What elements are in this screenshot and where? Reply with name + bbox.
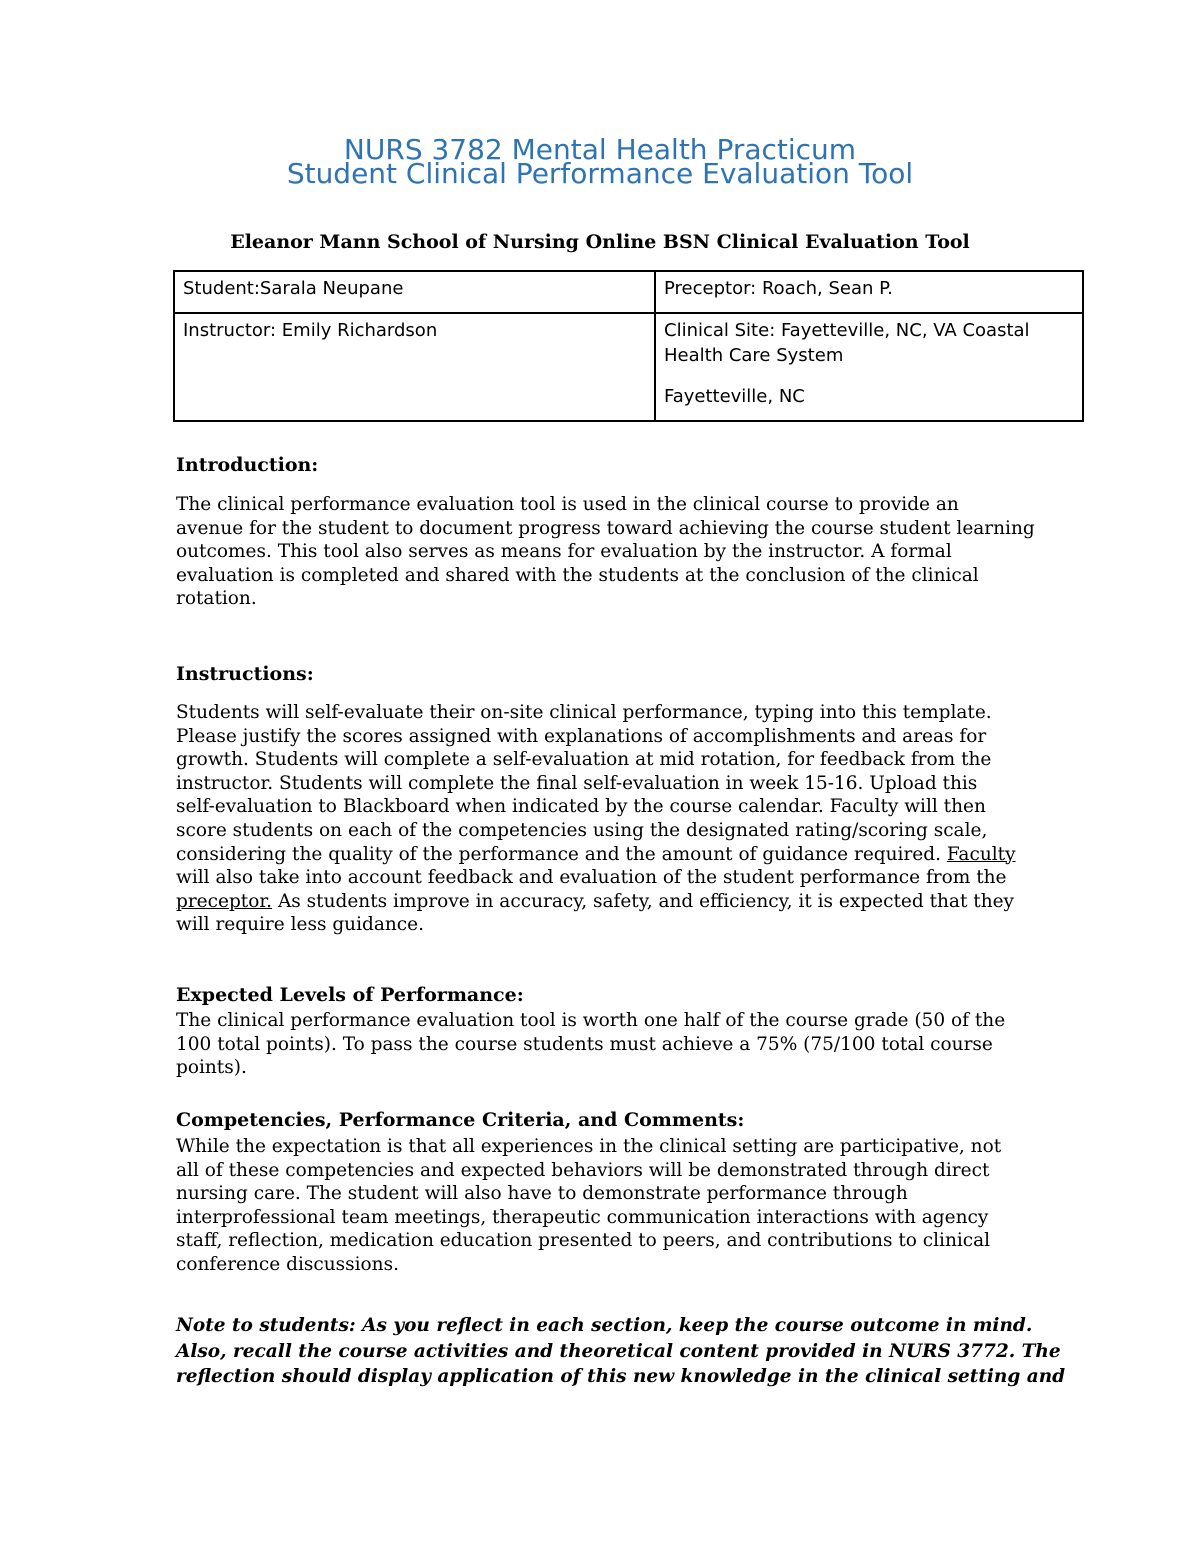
paragraph-line: nursing care. The student will also have to demonstrate performance through [176,1183,908,1205]
instructor-cell: Instructor: Emily Richardson [174,313,655,421]
paragraph-line [176,890,1016,914]
paragraph-line: 100 total points). To pass the course students must achieve a 75% (75/100 total course [176,1033,993,1055]
competencies-paragraph [176,1135,1001,1277]
document-subtitle: Eleanor Mann School of Nursing Online BSN Clinical Evaluation Tool [230,231,970,253]
clinical-site-line-2: Health Care System [664,345,844,366]
document-title-line-2: Student Clinical Performance Evaluation Tool [286,157,914,190]
note-line: reflection should display application of this new knowledge in the clinical setting and [176,1366,1066,1387]
line-text: As students improve in accuracy, safety, and efficiency, it is expected that they [272,890,1015,912]
paragraph-line: avenue for the student to document progress toward achieving the course student learning [176,517,1035,539]
paragraph-line [176,843,1016,867]
paragraph-line: The clinical performance evaluation tool is worth one half of the course grade (50 of the [176,1010,1006,1031]
paragraph-line: The clinical performance evaluation tool is used in the clinical course to provide an [176,494,959,515]
paragraph-line: growth. Students will complete a self-evaluation at mid rotation, for feedback from the [176,749,992,771]
introduction-paragraph [176,493,1035,611]
instructions-heading: Instructions: [176,663,314,685]
note-to-students [176,1313,1065,1390]
paragraph-line: Please justify the scores assigned with explanations of accomplishments and areas for [176,725,987,747]
paragraph-line: all of these competencies and expected behaviors will be demonstrated through direct [176,1159,990,1181]
paragraph-line: Students will self-evaluate their on-site clinical performance, typing into this template. [176,702,992,723]
line-text: considering the quality of the performance and the amount of guidance required. [176,843,947,865]
introduction-heading: Introduction: [176,454,319,476]
paragraph-line: instructor. Students will complete the final self-evaluation in week 15-16. Upload this [176,772,978,794]
document-title-line-1: NURS 3782 Mental Health Practicum [343,133,857,166]
student-cell: Student:Sarala Neupane [174,271,655,313]
paragraph-line: score students on each of the competencies using the designated rating/scoring scale, [176,819,988,841]
note-line: Also, recall the course activities and theoretical content provided in NURS 3772. The [176,1340,1061,1362]
expected-levels-paragraph [176,1009,1005,1080]
student-info-table [173,270,1084,422]
paragraph-line: While the expectation is that all experiences in the clinical setting are participative, not [176,1136,1002,1157]
preceptor-cell: Preceptor: Roach, Sean P. [655,271,1083,313]
preceptor-underlined-text: preceptor. [176,890,273,912]
expected-levels-heading: Expected Levels of Performance: [176,984,524,1006]
clinical-site-cell [655,313,1083,421]
paragraph-line: interprofessional team meetings, therapeutic communication interactions with agency [176,1206,989,1228]
paragraph-line: will also take into account feedback and evaluation of the student performance from the [176,867,1007,889]
clinical-site-line-1: Clinical Site: Fayetteville, NC, VA Coastal [664,320,1030,341]
paragraph-line: outcomes. This tool also serves as means for evaluation by the instructor. A formal [176,541,952,563]
instructions-paragraph [176,701,1016,937]
paragraph-line: will require less guidance. [176,914,424,936]
clinical-site-city: Fayetteville, NC [664,386,805,407]
paragraph-line: self-evaluation to Blackboard when indicated by the course calendar. Faculty will then [176,796,986,818]
competencies-heading: Competencies, Performance Criteria, and Comments: [176,1109,745,1131]
paragraph-line: evaluation is completed and shared with the students at the conclusion of the clinical [176,564,979,586]
paragraph-line: rotation. [176,588,257,610]
faculty-underlined-text: Faculty [946,843,1016,865]
paragraph-line: conference discussions. [176,1253,399,1275]
paragraph-line: staff, reflection, medication education presented to peers, and contributions to clinical [176,1230,991,1252]
note-line: Note to students: As you reflect in each section, keep the course outcome in mind. [176,1315,1033,1336]
paragraph-line: points). [176,1057,247,1079]
